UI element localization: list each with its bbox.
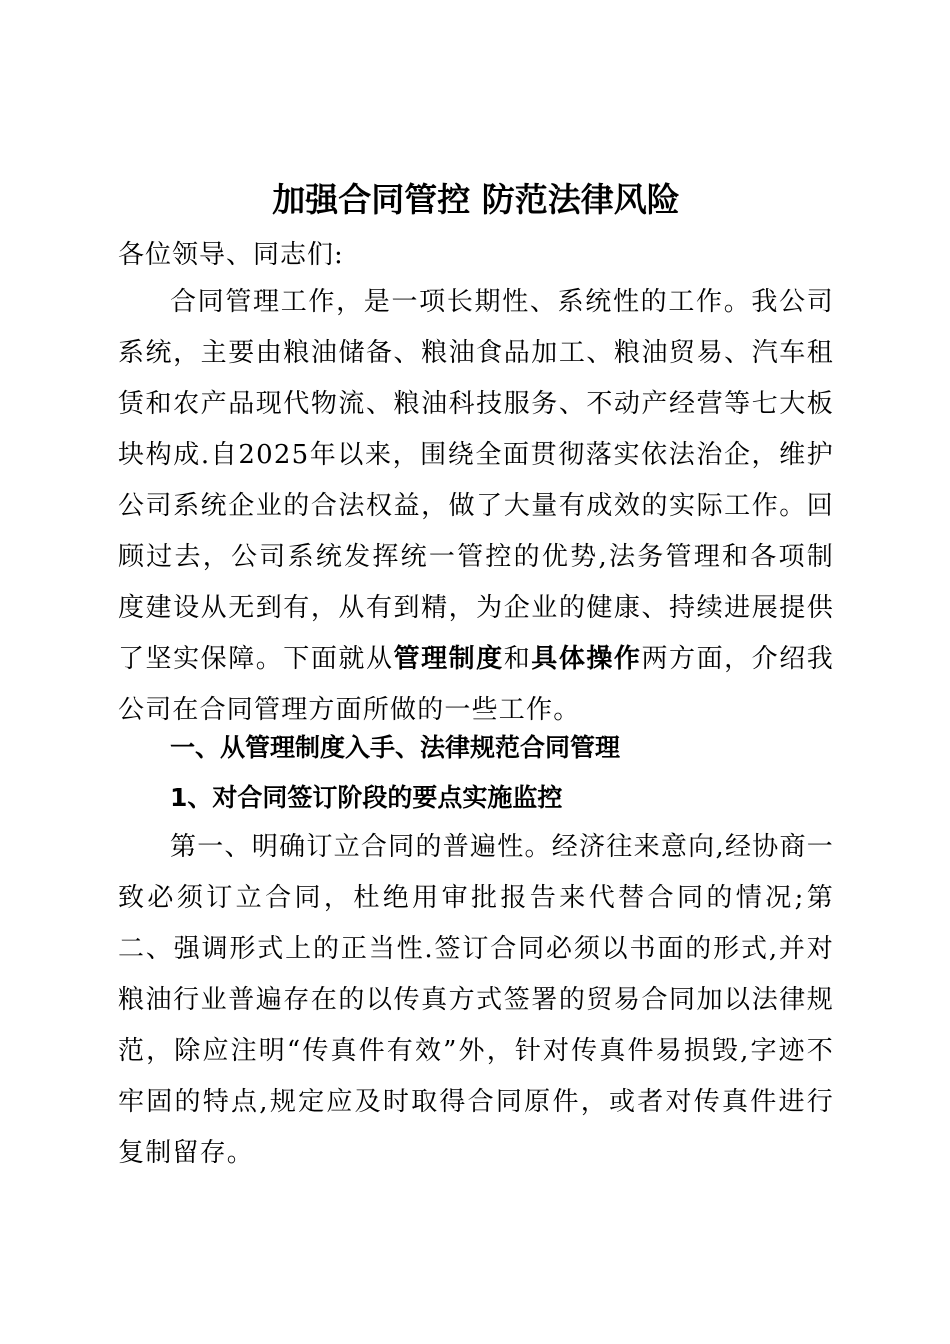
section-heading-1: 一、从管理制度入手、法律规范合同管理 (170, 733, 621, 762)
paragraph-intro-text-1: 合同管理工作，是一项长期性、系统性的工作。我公司系统，主要由粮油储备、粮油食品加工、粮油贸易、汽车租赁和农产品现代物流、粮油科技服务、不动产经营等七大板块构成.自2025年以来，围绕全面贯彻落实依法治企，维护公司系统企业的合法权益，做了大量有成效的实际工作。回顾过去，公司系统发挥统一管控的优势,法务管理和各项制度建设从无到有，从有到精，为企业的健康、持续进展提供了坚实保障。下面就从 (118, 287, 834, 674)
document-page (118, 0, 834, 1344)
paragraph-intro-text-3: 两方面，介绍我公司在合同管理方面所做的一些工作。 (118, 644, 834, 725)
salutation: 各位领导、同志们: (118, 240, 344, 270)
emphasis-specific-operations: 具体操作 (531, 644, 642, 674)
paragraph-intro-text-2: 和 (503, 644, 532, 674)
paragraph-intro (118, 277, 834, 736)
subsection-heading-1: 1、对合同签订阶段的要点实施监控 (170, 783, 563, 812)
paragraph-signing-stage: 第一、明确订立合同的普遍性。经济往来意向,经协商一致必须订立合同，杜绝用审批报告来代替合同的情况;第二、强调形式上的正当性.签订合同必须以书面的形式,并对粮油行业普遍存在的以传真方式签署的贸易合同加以法律规范，除应注明“传真件有效”外，针对传真件易损毁,字迹不牢固的特点,规定应及时取得合同原件，或者对传真件进行复制留存。 (118, 832, 834, 1168)
emphasis-management-system: 管理制度 (393, 644, 504, 674)
document-title: 加强合同管控 防范法律风险 (272, 180, 680, 219)
